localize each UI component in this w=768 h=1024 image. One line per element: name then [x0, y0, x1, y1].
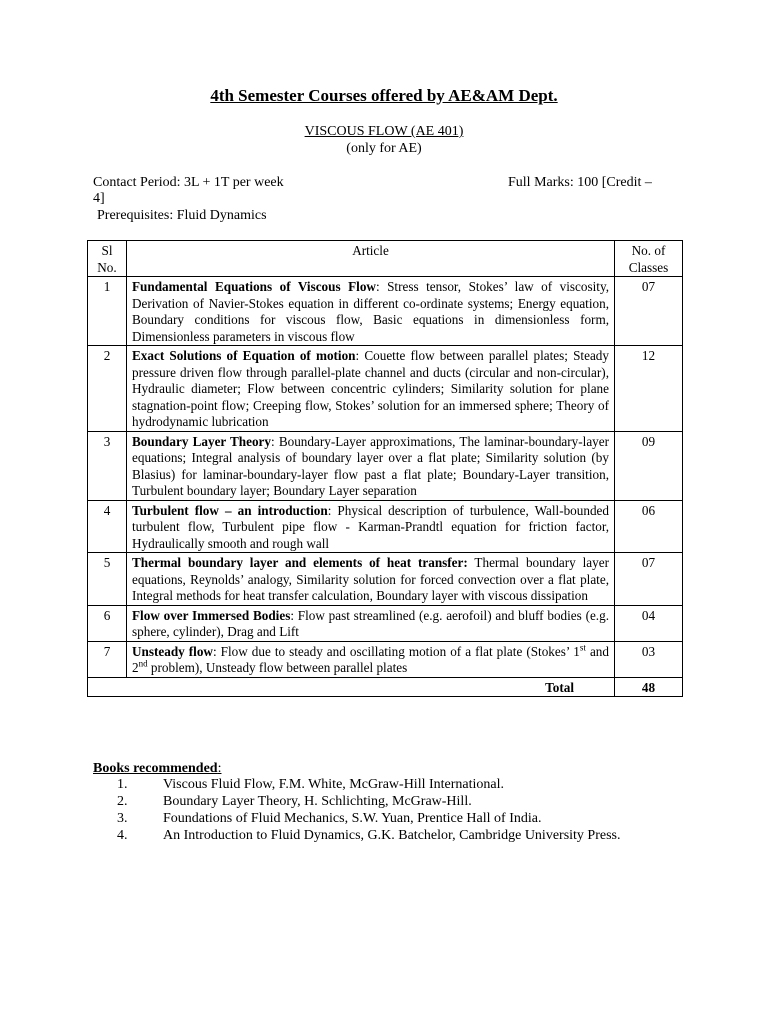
row-article: [127, 605, 615, 641]
row-sl: 4: [88, 500, 127, 553]
row-sl: 6: [88, 605, 127, 641]
row-classes: 09: [615, 431, 683, 500]
course-note: (only for AE): [346, 141, 422, 156]
row-article: [127, 500, 615, 553]
row-description-part: and 2: [132, 643, 609, 675]
row-description: : Physical description of turbulence, Wall-bounded turbulent flow, Turbulent pipe flow - Karman-Prandtl equation for friction factor, Hydraulically smooth and rough wall: [132, 502, 609, 551]
books-heading: [93, 761, 221, 777]
course-table: [87, 240, 683, 697]
row-sl: 5: [88, 553, 127, 606]
row-topic: Flow over Immersed Bodies: [132, 607, 291, 623]
row-article: [127, 346, 615, 432]
row-description: : Flow past streamlined (e.g. aerofoil) and bluff bodies (e.g. sphere, cylinder), Drag and Lift: [132, 607, 609, 639]
row-classes: 03: [615, 641, 683, 677]
book-number: 2.: [117, 794, 128, 809]
row-topic: Boundary Layer Theory: [132, 433, 271, 449]
row-description: : Couette flow between parallel plates; Steady pressure driven flow through parallel-plate channel and ducts (circular and non-circular), Hydraulic diameter; Flow between concentric cylinders; Similarity solution for plane stagnation-point flow; Creeping flow, Stokes’ solution for an immersed sphere; Theory of hydrodynamic lubrication: [132, 348, 609, 429]
book-text: Boundary Layer Theory, H. Schlichting, McGraw-Hill.: [163, 794, 472, 809]
full-marks: Full Marks: 100 [Credit –: [508, 175, 652, 190]
row-article: [127, 553, 615, 606]
table-row: [88, 641, 683, 677]
page-title: 4th Semester Courses offered by AE&AM Dept.: [210, 86, 558, 105]
header-classes: No. of Classes: [615, 241, 683, 277]
total-value: 48: [615, 677, 683, 697]
total-row: [88, 677, 683, 697]
row-description-part: problem), Unsteady flow between parallel plates: [147, 660, 408, 675]
table-row: [88, 346, 683, 432]
row-article: [127, 277, 615, 346]
course-title: VISCOUS FLOW (AE 401): [304, 124, 464, 139]
row-article: [127, 431, 615, 500]
table-row: [88, 431, 683, 500]
total-label: Total: [88, 677, 615, 697]
row-topic: Unsteady flow: [132, 643, 213, 659]
book-text: An Introduction to Fluid Dynamics, G.K. Batchelor, Cambridge University Press.: [163, 828, 621, 843]
contact-period: Contact Period: 3L + 1T per week: [93, 175, 284, 190]
superscript-st: st: [579, 642, 586, 653]
book-number: 3.: [117, 811, 128, 826]
row-classes: 12: [615, 346, 683, 432]
row-article: [127, 641, 615, 677]
row-description: Thermal boundary layer equations, Reynolds’ analogy, Similarity solution for forced convection over a flat plate, Integral methods for heat transfer calculation, Boundary layer with viscous dissipation: [132, 555, 609, 603]
table-row: [88, 605, 683, 641]
prerequisites: Prerequisites: Fluid Dynamics: [97, 208, 267, 223]
row-description: : Flow due to steady and oscillating motion of a flat plate (Stokes’ 1: [212, 643, 580, 659]
credit-continuation: 4]: [93, 191, 105, 206]
books-heading-colon: :: [217, 761, 222, 776]
row-classes: 07: [615, 553, 683, 606]
row-description: : Boundary-Layer approximations, The laminar-boundary-layer equations; Integral analysis of boundary layer over a flat plate; Similarity solution (by Blasius) for laminar-boundary-layer flow past a flat plate; Boundary-Layer transition, Turbulent boundary layer; Boundary Layer separation: [132, 433, 610, 498]
row-classes: 06: [615, 500, 683, 553]
header-article: Article: [127, 241, 615, 277]
row-description: : Stress tensor, Stokes’ law of viscosity, Derivation of Navier-Stokes equation in different co-ordinate systems; Energy equation, Boundary conditions for viscous flow, Basic equations in dimensionless form, Dimensionless parameters in viscous flow: [132, 279, 609, 344]
table-row: [88, 553, 683, 606]
row-topic: Turbulent flow – an introduction: [132, 502, 328, 518]
row-sl: 1: [88, 277, 127, 346]
book-text: Viscous Fluid Flow, F.M. White, McGraw-Hill International.: [163, 777, 505, 792]
table-header-row: [88, 241, 683, 277]
book-number: 4.: [117, 828, 128, 843]
row-sl: 2: [88, 346, 127, 432]
row-topic: Thermal boundary layer and elements of heat transfer:: [132, 555, 468, 570]
row-sl: 7: [88, 641, 127, 677]
row-classes: 07: [615, 277, 683, 346]
table-row: [88, 500, 683, 553]
books-heading-text: Books recommended: [93, 761, 218, 776]
superscript-nd: nd: [138, 658, 148, 669]
table-row: [88, 277, 683, 346]
row-topic: Exact Solutions of Equation of motion: [132, 348, 356, 363]
header-sl: Sl No.: [88, 241, 127, 277]
row-classes: 04: [615, 605, 683, 641]
book-number: 1.: [117, 777, 128, 792]
row-sl: 3: [88, 431, 127, 500]
book-text: Foundations of Fluid Mechanics, S.W. Yuan, Prentice Hall of India.: [163, 811, 542, 826]
row-topic: Fundamental Equations of Viscous Flow: [132, 279, 376, 294]
